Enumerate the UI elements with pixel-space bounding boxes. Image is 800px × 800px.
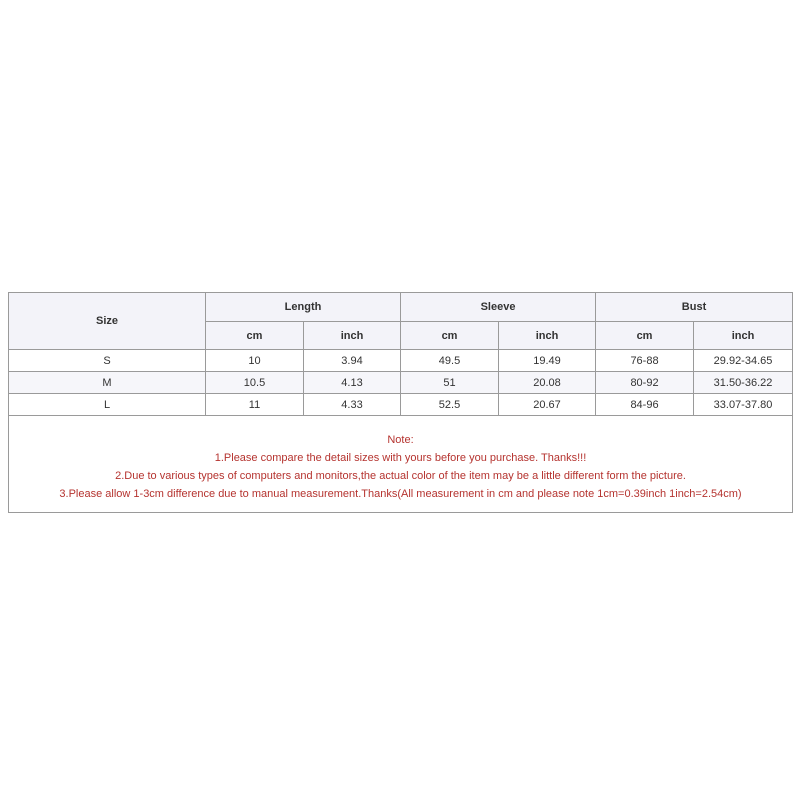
table-cell: 10 (206, 350, 304, 372)
table-cell: 49.5 (401, 350, 499, 372)
notes-row (9, 416, 793, 513)
notes-cell (9, 416, 793, 513)
unit-header: cm (596, 322, 694, 350)
table-cell: 4.13 (304, 372, 401, 394)
note-line: 2.Due to various types of computers and monitors,the actual color of the item may be a little different form the picture. (115, 470, 686, 482)
unit-header: inch (499, 322, 596, 350)
table-row (9, 394, 793, 416)
table-cell: 3.94 (304, 350, 401, 372)
table-row (9, 350, 793, 372)
table-cell: 19.49 (499, 350, 596, 372)
size-cell: M (9, 372, 206, 394)
table-cell: 29.92-34.65 (694, 350, 793, 372)
table-cell: 33.07-37.80 (694, 394, 793, 416)
table-cell: 76-88 (596, 350, 694, 372)
unit-header: inch (694, 322, 793, 350)
unit-header: cm (206, 322, 304, 350)
table-cell: 51 (401, 372, 499, 394)
note-line: 1.Please compare the detail sizes with yours before you purchase. Thanks!!! (214, 452, 587, 464)
table-cell: 80-92 (596, 372, 694, 394)
unit-header: cm (401, 322, 499, 350)
table-row (9, 372, 793, 394)
unit-header: inch (304, 322, 401, 350)
table-cell: 20.67 (499, 394, 596, 416)
sleeve-header: Sleeve (401, 293, 596, 322)
table-cell: 52.5 (401, 394, 499, 416)
size-chart-table (8, 292, 793, 513)
size-cell: L (9, 394, 206, 416)
length-header: Length (206, 293, 401, 322)
header-row-groups (9, 293, 793, 322)
bust-header: Bust (596, 293, 793, 322)
table-cell: 10.5 (206, 372, 304, 394)
table-cell: 20.08 (499, 372, 596, 394)
table-cell: 31.50-36.22 (694, 372, 793, 394)
size-cell: S (9, 350, 206, 372)
notes-title: Note: (387, 434, 414, 446)
size-header: Size (9, 293, 206, 350)
table-cell: 11 (206, 394, 304, 416)
note-line: 3.Please allow 1-3cm difference due to manual measurement.Thanks(All measurement in cm and please note 1cm=0.39inch 1inch=2.54cm) (59, 488, 742, 500)
table-cell: 84-96 (596, 394, 694, 416)
table-cell: 4.33 (304, 394, 401, 416)
